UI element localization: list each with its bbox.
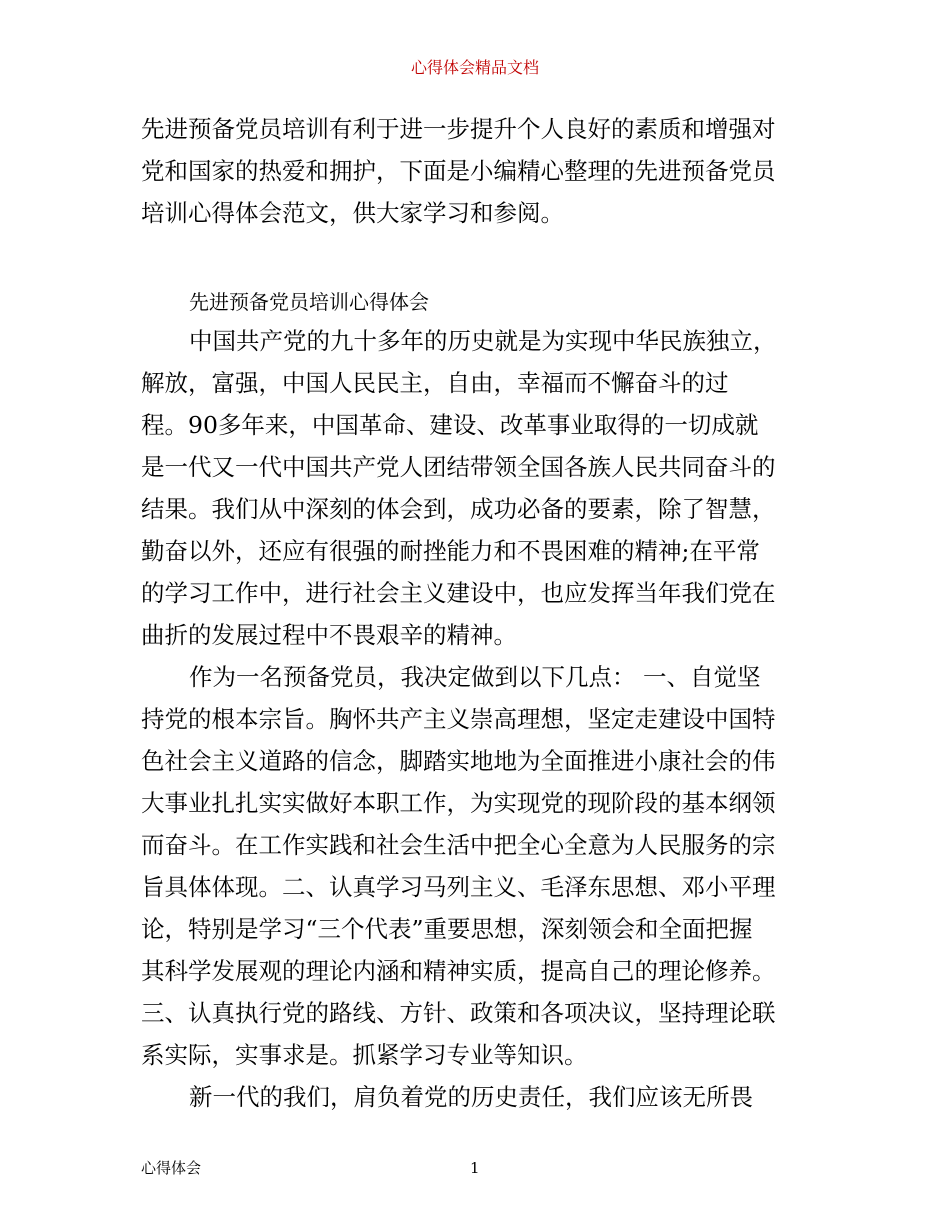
paragraph-line: 是一代又一代中国共产党人团结带领全国各族人民共同奋斗的 — [141, 453, 776, 481]
paragraph-line: 作为一名预备党员，我决定做到以下几点： 一、自觉坚 — [189, 663, 761, 691]
footer-label: 心得体会 — [141, 1159, 202, 1177]
intro-line: 先进预备党员培训有利于进一步提升个人良好的素质和增强对 — [141, 115, 776, 143]
intro-line: 党和国家的热爱和拥护，下面是小编精心整理的先进预备党员 — [141, 157, 776, 185]
paragraph-line: 而奋斗。在工作实践和社会生活中把全心全意为人民服务的宗 — [141, 831, 776, 859]
intro-paragraph — [141, 108, 813, 234]
paragraph-1 — [141, 320, 813, 656]
paragraph-line: 论，特别是学习“三个代表”重要思想，深刻领会和全面把握 — [141, 915, 753, 943]
paragraph-line: 的学习工作中，进行社会主义建设中，也应发挥当年我们党在 — [141, 579, 776, 607]
page-header-title: 心得体会精品文档 — [410, 58, 539, 77]
paragraph-line: 系实际，实事求是。抓紧学习专业等知识。 — [141, 1041, 588, 1069]
paragraph-line: 大事业扎扎实实做好本职工作，为实现党的现阶段的基本纲领 — [141, 789, 776, 817]
paragraph-line: 三、认真执行党的路线、方针、政策和各项决议，坚持理论联 — [141, 999, 776, 1027]
paragraph-2 — [141, 656, 813, 1076]
paragraph-line: 结果。我们从中深刻的体会到，成功必备的要素，除了智慧， — [141, 495, 776, 523]
paragraph-line: 其科学发展观的理论内涵和精神实质，提高自己的理论修养。 — [141, 957, 776, 985]
paragraph-line: 中国共产党的九十多年的历史就是为实现中华民族独立， — [189, 327, 777, 355]
section-title: 先进预备党员培训心得体会 — [189, 290, 429, 314]
paragraph-3 — [141, 1076, 813, 1118]
paragraph-line: 程。90多年来，中国革命、建设、改革事业取得的一切成就 — [141, 411, 759, 439]
paragraph-line: 旨具体体现。二、认真学习马列主义、毛泽东思想、邓小平理 — [141, 873, 776, 901]
paragraph-line: 色社会主义道路的信念，脚踏实地地为全面推进小康社会的伟 — [141, 747, 776, 775]
document-body — [141, 108, 813, 1118]
intro-line: 培训心得体会范文，供大家学习和参阅。 — [141, 199, 564, 227]
paragraph-line: 新一代的我们，肩负着党的历史责任，我们应该无所畏 — [189, 1083, 753, 1111]
paragraph-gap — [141, 234, 813, 284]
paragraph-line: 持党的根本宗旨。胸怀共产主义崇高理想，坚定走建设中国特 — [141, 705, 776, 733]
paragraph-line: 解放，富强，中国人民民主，自由，幸福而不懈奋斗的过 — [141, 369, 729, 397]
page-number: 1 — [470, 1159, 480, 1177]
paragraph-line: 曲折的发展过程中不畏艰辛的精神。 — [141, 621, 517, 649]
paragraph-line: 勤奋以外，还应有很强的耐挫能力和不畏困难的精神;在平常 — [141, 537, 760, 565]
